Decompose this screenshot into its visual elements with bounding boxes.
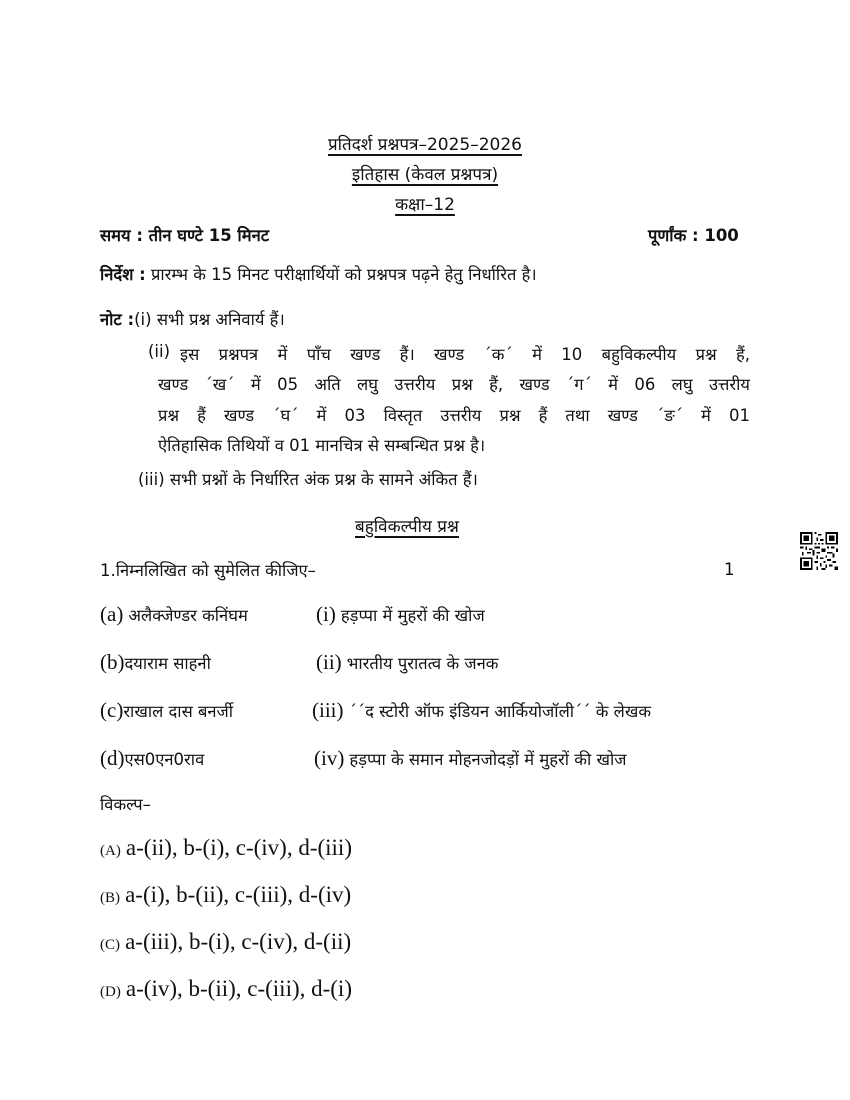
note-item-2-num: (ii) [148, 342, 171, 361]
match-right-text: हड़प्पा में मुहरों की खोज [340, 606, 485, 625]
note-item-2-line-3: प्रश्न हैं खण्ड ´घ´ में 03 विस्तृत उत्तरीय प्रश्न हैं तथा खण्ड ´ङ´ में 01 [158, 406, 750, 425]
match-right-num: (ii) [316, 650, 342, 674]
max-marks-label: पूर्णांक : 100 [648, 226, 739, 245]
match-left-letter: (d) [100, 746, 125, 770]
match-row-d [100, 746, 204, 771]
match-left-text: दयाराम साहनी [124, 654, 211, 673]
match-left-text: राखाल दास बनर्जी [123, 702, 234, 721]
option-text: a-(i), b-(ii), c-(iii), d-(iv) [125, 882, 352, 907]
option-letter: (A) [100, 843, 121, 859]
match-right-num: (iii) [312, 698, 344, 722]
match-left-letter: (c) [100, 698, 124, 722]
paper-title: प्रतिदर्श प्रश्नपत्र–2025–2026 [327, 135, 523, 155]
instruction: निर्देश : प्रारम्भ के 15 मिनट परीक्षार्थियों को प्रश्नपत्र पढ़ने हेतु निर्धारित है। [100, 265, 537, 284]
option-text: a-(iii), b-(i), c-(iv), d-(ii) [125, 929, 352, 954]
match-left-letter: (b) [100, 650, 125, 674]
match-right-text: हड़प्पा के समान मोहनजोदड़ों में मुहरों की खोज [349, 750, 627, 769]
match-row-b-right [316, 650, 498, 675]
time-label: समय : तीन घण्टे 15 मिनट [100, 226, 270, 245]
note-item-2-line-4: ऐतिहासिक तिथियों व 01 मानचित्र से सम्बन्धित प्रश्न है। [158, 436, 486, 455]
option-text: a-(ii), b-(i), c-(iv), d-(iii) [125, 835, 352, 860]
match-row-a [100, 602, 248, 627]
note-item-2-line-1: इस प्रश्नपत्र में पाँच खण्ड हैं। खण्ड ´क´ में 10 बहुविकल्पीय प्रश्न हैं, [180, 345, 750, 364]
option-a[interactable] [100, 835, 352, 861]
option-d[interactable] [100, 976, 352, 1002]
match-right-text: ´´द स्टोरी ऑफ इंडियन आर्कियोजॉली´´ के लेखक [348, 702, 652, 721]
match-row-b [100, 650, 211, 675]
subject-title: इतिहास (केवल प्रश्नपत्र) [351, 165, 499, 185]
option-c[interactable] [100, 929, 351, 955]
question-1-marks: 1 [724, 560, 735, 579]
option-b[interactable] [100, 882, 351, 908]
note-item-2-line-2: खण्ड ´ख´ में 05 अति लघु उत्तरीय प्रश्न हैं, खण्ड ´ग´ में 06 लघु उत्तरीय [158, 375, 750, 394]
match-right-num: (iv) [314, 746, 345, 770]
match-right-text: भारतीय पुरातत्व के जनक [346, 654, 499, 673]
option-letter: (C) [100, 937, 120, 953]
question-1-text: 1.निम्नलिखित को सुमेलित कीजिए– [100, 561, 316, 580]
match-row-d-right [314, 746, 627, 771]
match-left-text: अलैक्जेण्डर कनिंघम [128, 606, 248, 625]
match-right-num: (i) [316, 602, 336, 626]
qr-code-icon [800, 532, 838, 570]
match-row-c-right [312, 698, 651, 723]
section-title: बहुविकल्पीय प्रश्न [355, 517, 459, 537]
note-item-3: (iii) सभी प्रश्नों के निर्धारित अंक प्रश्न के सामने अंकित हैं। [138, 470, 478, 489]
match-left-letter: (a) [100, 602, 124, 626]
match-left-text: एस0एन0राव [124, 750, 205, 769]
match-row-c [100, 698, 233, 723]
class-title: कक्षा–12 [395, 195, 455, 215]
option-letter: (D) [100, 984, 121, 1000]
note-item-1: नोट :(i) सभी प्रश्न अनिवार्य हैं। [100, 310, 285, 329]
options-label: विकल्प– [100, 795, 151, 814]
match-row-a-right [316, 602, 485, 627]
option-text: a-(iv), b-(ii), c-(iii), d-(i) [125, 976, 352, 1001]
option-letter: (B) [100, 890, 120, 906]
